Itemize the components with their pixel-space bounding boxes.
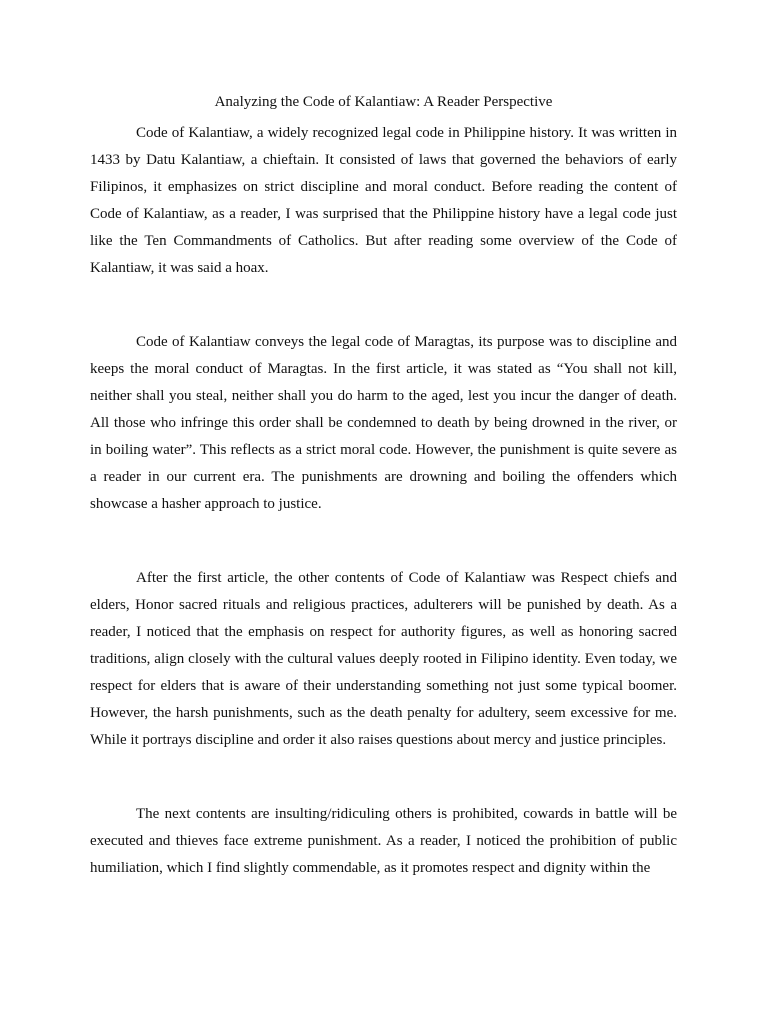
paragraph-3: After the first article, the other contents of Code of Kalantiaw was Respect chiefs and elders, Honor sacred rituals and religious practices, adulterers will be punished by death. As a reader, I noticed that the emphasis on respect for authority figures, as well as honoring sacred traditions, align closely with the cultural values deeply rooted in Filipino identity. Even today, we respect for elders that is aware of their understanding something not just some typical boomer. However, the harsh punishments, such as the death penalty for adultery, seem excessive for me. While it portrays discipline and order it also raises questions about mercy and justice principles. [90, 570, 677, 748]
paragraph-gap [90, 282, 677, 329]
paragraph-1: Code of Kalantiaw, a widely recognized legal code in Philippine history. It was written in 1433 by Datu Kalantiaw, a chieftain. It consisted of laws that governed the behaviors of early Filipinos, it emphasizes on strict discipline and moral conduct. Before reading the content of Code of Kalantiaw, as a reader, I was surprised that the Philippine history have a legal code just like the Ten Commandments of Catholics. But after reading some overview of the Code of Kalantiaw, it was said a hoax. [90, 125, 677, 276]
document-page [90, 92, 677, 882]
paragraph-2: Code of Kalantiaw conveys the legal code of Maragtas, its purpose was to discipline and keeps the moral conduct of Maragtas. In the first article, it was stated as “You shall not kill, neither shall you steal, neither shall you do harm to the aged, lest you incur the danger of death. All those who infringe this order shall be condemned to death by being drowned in the river, or in boiling water”. This reflects as a strict moral code. However, the punishment is quite severe as a reader in our current era. The punishments are drowning and boiling the offenders which showcase a hasher approach to justice. [90, 334, 677, 512]
paragraph-gap [90, 518, 677, 565]
paragraph-4: The next contents are insulting/ridiculing others is prohibited, cowards in battle will be executed and thieves face extreme punishment. As a reader, I noticed the prohibition of public humiliation, which I find slightly commendable, as it promotes respect and dignity within the [90, 806, 677, 876]
document-title: Analyzing the Code of Kalantiaw: A Reader Perspective [214, 94, 553, 110]
paragraph-gap [90, 754, 677, 801]
